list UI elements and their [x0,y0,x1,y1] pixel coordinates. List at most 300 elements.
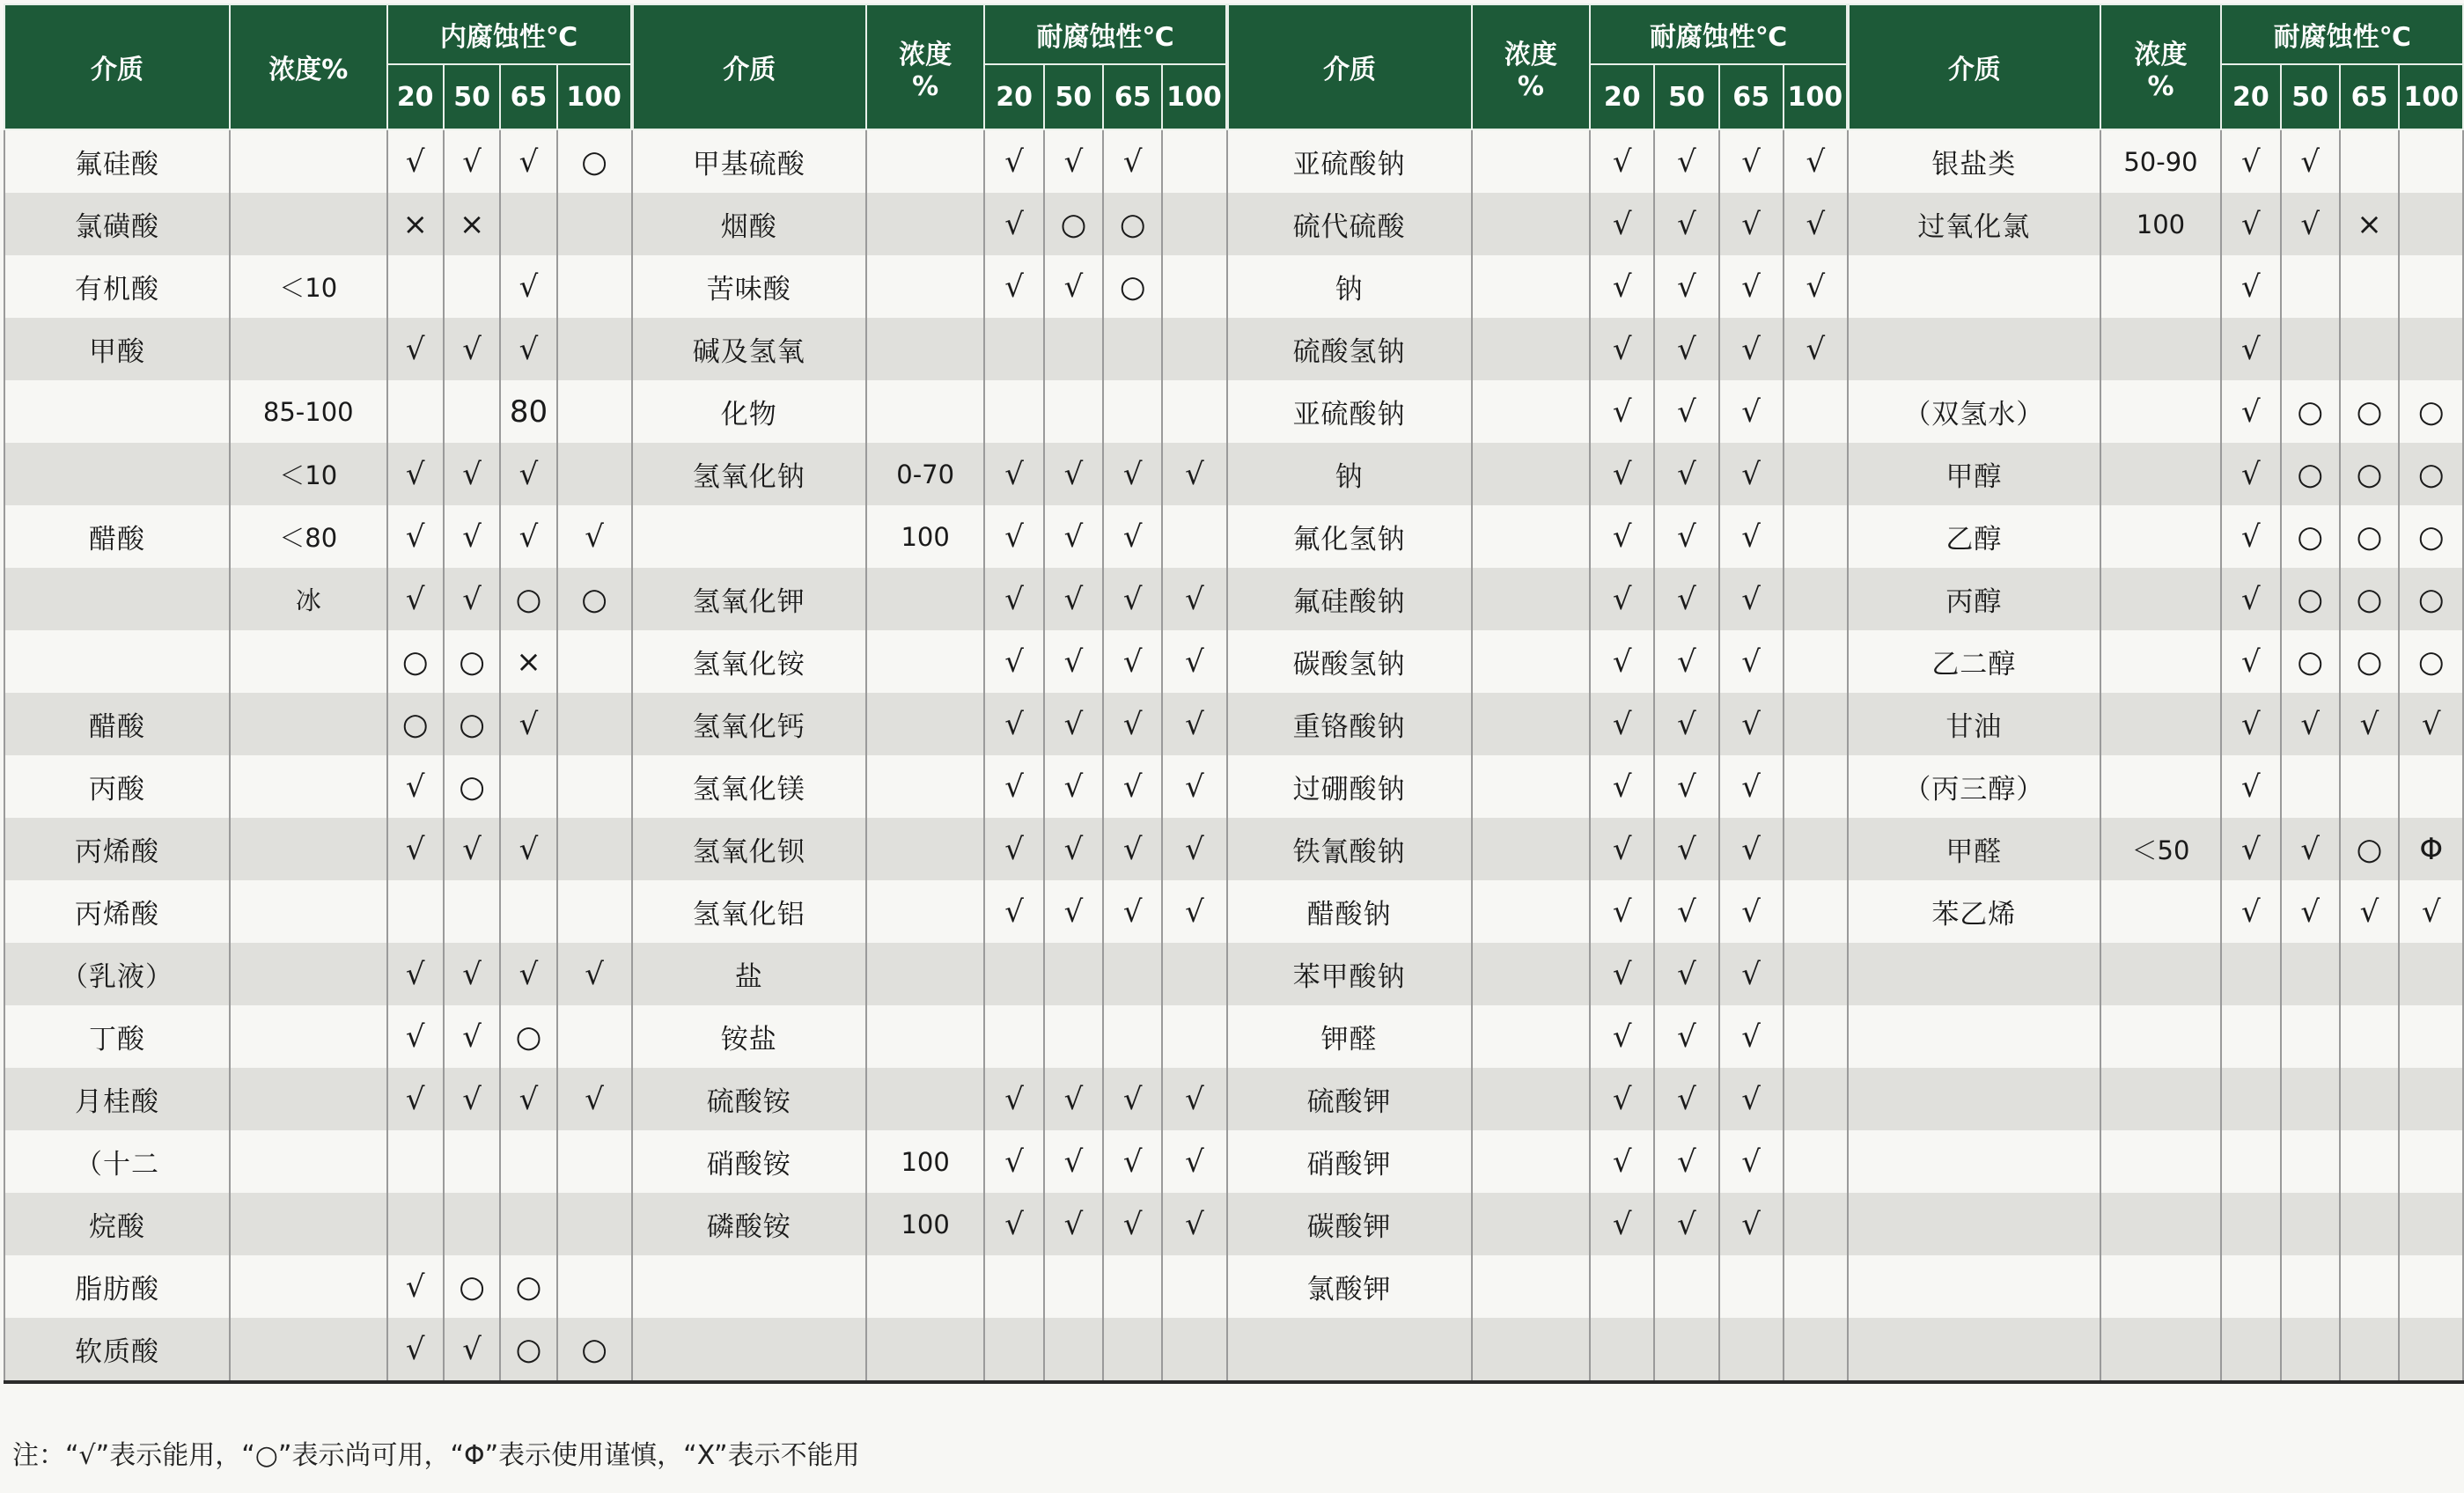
medium-name: 硫酸氢钠 [1227,318,1472,380]
resistance-mark-50: √ [444,318,500,380]
resistance-mark-20: √ [2221,880,2280,943]
concentration-value [230,1005,387,1068]
resistance-mark-65 [2340,1005,2399,1068]
resistance-mark-50: √ [1044,443,1103,505]
concentration-value [230,1318,387,1382]
resistance-mark-65 [1103,1255,1162,1318]
medium-name: 氟化氢钠 [1227,505,1472,568]
resistance-mark-50: √ [1044,568,1103,630]
resistance-mark-20: √ [1590,380,1654,443]
resistance-mark-50: √ [2281,818,2340,880]
resistance-mark-20: × [387,193,444,255]
resistance-mark-50 [1044,380,1103,443]
resistance-mark-50: √ [444,568,500,630]
resistance-mark-50: √ [1654,255,1718,318]
resistance-mark-65: ○ [2340,380,2399,443]
medium-name: 盐 [632,943,866,1005]
resistance-mark-65 [1719,1255,1784,1318]
concentration-value: 冰 [230,568,387,630]
resistance-mark-20 [984,318,1043,380]
resistance-mark-20 [2221,1005,2280,1068]
concentration-value [866,129,985,193]
resistance-mark-100: √ [1784,318,1848,380]
resistance-mark-50: √ [1654,1193,1718,1255]
medium-name [4,380,230,443]
concentration-value [866,255,985,318]
medium-name [4,568,230,630]
resistance-mark-50: √ [444,818,500,880]
concentration-value [866,318,985,380]
resistance-mark-20: √ [984,693,1043,755]
resistance-mark-65: √ [500,1068,556,1130]
resistance-mark-100 [1162,505,1226,568]
concentration-value: 100 [2100,193,2222,255]
resistance-mark-50: √ [1044,1130,1103,1193]
resistance-mark-65: ○ [500,568,556,630]
resistance-mark-100: √ [2399,880,2463,943]
medium-name: 过硼酸钠 [1227,755,1472,818]
resistance-mark-100 [557,380,632,443]
medium-name [1848,1068,2100,1130]
resistance-mark-65 [500,1130,556,1193]
concentration-value [1472,880,1591,943]
medium-name: 乙二醇 [1848,630,2100,693]
resistance-mark-100 [2399,1193,2463,1255]
resistance-mark-100 [2399,1318,2463,1382]
medium-name: 月桂酸 [4,1068,230,1130]
resistance-mark-65: √ [1719,755,1784,818]
table-row [4,1193,2463,1255]
resistance-mark-20: √ [2221,129,2280,193]
concentration-value [2100,1130,2222,1193]
medium-name: 氢氧化铝 [632,880,866,943]
table-row [4,255,2463,318]
resistance-mark-65 [1103,943,1162,1005]
resistance-mark-65: √ [1719,568,1784,630]
resistance-mark-100 [1784,1193,1848,1255]
resistance-mark-50 [2281,1068,2340,1130]
header-medium: 介质 [1227,4,1472,129]
concentration-value: ＜10 [230,443,387,505]
resistance-mark-100 [557,1255,632,1318]
resistance-mark-65: √ [1719,818,1784,880]
resistance-mark-65 [1103,1005,1162,1068]
resistance-mark-50: ○ [444,755,500,818]
resistance-mark-100 [557,255,632,318]
resistance-mark-50: × [444,193,500,255]
medium-name: 甲基硫酸 [632,129,866,193]
resistance-mark-65: √ [500,129,556,193]
table-row [4,193,2463,255]
medium-name: 亚硫酸钠 [1227,129,1472,193]
resistance-mark-50 [444,880,500,943]
resistance-mark-20 [2221,1068,2280,1130]
resistance-mark-50: √ [1654,505,1718,568]
medium-name: 氯酸钾 [1227,1255,1472,1318]
resistance-mark-50: √ [2281,193,2340,255]
resistance-mark-100 [2399,255,2463,318]
legend-note: 注：“√”表示能用，“○”表示尚可用，“Φ”表示使用谨慎，“X”表示不能用 [12,1440,860,1471]
medium-name: 钾醛 [1227,1005,1472,1068]
table-row [4,443,2463,505]
resistance-mark-65: √ [1103,505,1162,568]
medium-name [632,1255,866,1318]
header-temp-100: 100 [2399,64,2463,129]
resistance-mark-50 [1044,318,1103,380]
resistance-mark-100 [2399,193,2463,255]
resistance-mark-65: √ [1719,1005,1784,1068]
header-temp-20: 20 [387,64,444,129]
resistance-mark-50: √ [444,943,500,1005]
concentration-value: 0-70 [866,443,985,505]
resistance-mark-50: √ [1654,129,1718,193]
resistance-mark-65: √ [1103,630,1162,693]
resistance-mark-20: √ [984,129,1043,193]
resistance-mark-50: √ [1654,380,1718,443]
header-medium: 介质 [4,4,230,129]
resistance-mark-50: √ [1654,568,1718,630]
concentration-value [866,1005,985,1068]
concentration-value [1472,1255,1591,1318]
resistance-mark-50 [1654,1255,1718,1318]
resistance-mark-20: √ [1590,1193,1654,1255]
resistance-mark-100: √ [1162,568,1226,630]
resistance-mark-50: √ [2281,880,2340,943]
table-row [4,129,2463,193]
header-concentration: 浓度 % [2100,4,2222,129]
resistance-mark-20: √ [1590,443,1654,505]
resistance-mark-100: √ [1162,693,1226,755]
resistance-mark-100: √ [1784,255,1848,318]
resistance-mark-65: √ [500,443,556,505]
resistance-mark-20 [2221,1318,2280,1382]
resistance-mark-100 [1784,693,1848,755]
resistance-mark-65 [2340,1130,2399,1193]
resistance-mark-65: √ [1719,129,1784,193]
resistance-mark-100 [557,880,632,943]
resistance-mark-50: √ [444,1318,500,1382]
header-temperature-group: 耐腐蚀性℃ [2221,4,2463,64]
table-row [4,693,2463,755]
resistance-mark-20: √ [387,129,444,193]
resistance-mark-65: √ [1103,1130,1162,1193]
resistance-mark-65: √ [1719,693,1784,755]
resistance-mark-20: √ [2221,443,2280,505]
resistance-mark-50 [2281,318,2340,380]
resistance-mark-50: √ [1654,818,1718,880]
resistance-mark-100: ○ [2399,630,2463,693]
resistance-mark-50 [2281,755,2340,818]
resistance-mark-65: √ [1719,943,1784,1005]
header-temperature-group: 内腐蚀性℃ [387,4,632,64]
resistance-mark-100 [1162,129,1226,193]
resistance-mark-65: ○ [500,1255,556,1318]
resistance-mark-20: √ [984,755,1043,818]
resistance-mark-100 [1784,630,1848,693]
medium-name: 氯磺酸 [4,193,230,255]
resistance-mark-100: ○ [2399,568,2463,630]
concentration-value [2100,1068,2222,1130]
resistance-mark-65: √ [1103,1068,1162,1130]
resistance-mark-65: ○ [2340,568,2399,630]
concentration-value [1472,943,1591,1005]
resistance-mark-20: √ [1590,129,1654,193]
concentration-value: 50-90 [2100,129,2222,193]
concentration-value [2100,693,2222,755]
resistance-mark-50 [2281,1193,2340,1255]
resistance-mark-20: √ [1590,1130,1654,1193]
resistance-mark-65: √ [1719,1068,1784,1130]
table-row [4,380,2463,443]
resistance-mark-100 [1162,1318,1226,1382]
resistance-mark-50: √ [1654,1005,1718,1068]
resistance-mark-50 [444,1193,500,1255]
resistance-mark-65: √ [500,943,556,1005]
resistance-mark-100: √ [1784,193,1848,255]
resistance-mark-65 [2340,755,2399,818]
concentration-value: ＜80 [230,505,387,568]
resistance-mark-50: √ [1654,318,1718,380]
resistance-mark-100 [1162,1005,1226,1068]
medium-name: 丙醇 [1848,568,2100,630]
resistance-mark-100: √ [1162,755,1226,818]
concentration-value [866,880,985,943]
resistance-mark-100 [1784,380,1848,443]
medium-name: 烷酸 [4,1193,230,1255]
resistance-mark-20: √ [387,755,444,818]
medium-name: 甲醇 [1848,443,2100,505]
header-medium: 介质 [1848,4,2100,129]
resistance-mark-100: √ [1162,443,1226,505]
medium-name: 硝酸钾 [1227,1130,1472,1193]
header-temp-50: 50 [1654,64,1718,129]
resistance-mark-100 [2399,129,2463,193]
resistance-mark-100 [2399,943,2463,1005]
table-row [4,1318,2463,1382]
resistance-mark-50 [2281,943,2340,1005]
medium-name [1848,1255,2100,1318]
concentration-value [866,693,985,755]
header-temp-65: 65 [2340,64,2399,129]
concentration-value [230,943,387,1005]
concentration-value [1472,255,1591,318]
medium-name: （乳液） [4,943,230,1005]
concentration-value [2100,1005,2222,1068]
resistance-mark-65: √ [1719,880,1784,943]
resistance-mark-65: 80 [500,380,556,443]
concentration-value [2100,380,2222,443]
medium-name [1848,1318,2100,1382]
concentration-value [2100,755,2222,818]
concentration-value [866,755,985,818]
medium-name [632,1318,866,1382]
resistance-mark-20: √ [2221,193,2280,255]
resistance-mark-20: √ [1590,1068,1654,1130]
resistance-mark-20: √ [2221,818,2280,880]
header-temp-20: 20 [2221,64,2280,129]
resistance-mark-20: √ [984,255,1043,318]
resistance-mark-20: ○ [387,693,444,755]
resistance-mark-20 [2221,1130,2280,1193]
resistance-mark-100 [2399,755,2463,818]
resistance-mark-20: √ [1590,755,1654,818]
medium-name: 有机酸 [4,255,230,318]
resistance-mark-65: √ [1103,568,1162,630]
medium-name: 软质酸 [4,1318,230,1382]
resistance-mark-65: × [2340,193,2399,255]
medium-name [4,630,230,693]
medium-name: 亚硫酸钠 [1227,380,1472,443]
resistance-mark-20: √ [984,1068,1043,1130]
resistance-mark-65 [2340,943,2399,1005]
resistance-mark-65 [500,193,556,255]
resistance-mark-100: √ [1162,1130,1226,1193]
medium-name: 丙烯酸 [4,818,230,880]
resistance-mark-20: √ [1590,1005,1654,1068]
resistance-mark-100 [557,193,632,255]
resistance-mark-100: √ [1162,1193,1226,1255]
medium-name: 丙酸 [4,755,230,818]
concentration-value [230,1068,387,1130]
concentration-value [230,1130,387,1193]
resistance-mark-50: √ [1044,129,1103,193]
resistance-mark-100 [2399,1255,2463,1318]
concentration-value [866,568,985,630]
concentration-value [866,193,985,255]
concentration-value [1472,129,1591,193]
resistance-mark-50 [2281,1255,2340,1318]
resistance-mark-65: √ [1103,129,1162,193]
medium-name: 铵盐 [632,1005,866,1068]
header-temp-20: 20 [984,64,1043,129]
concentration-value [1472,1005,1591,1068]
medium-name: 苦味酸 [632,255,866,318]
resistance-mark-65: ○ [2340,443,2399,505]
concentration-value [2100,1255,2222,1318]
resistance-mark-20: √ [1590,505,1654,568]
medium-name: （双氢水） [1848,380,2100,443]
resistance-mark-65 [2340,1193,2399,1255]
resistance-mark-20 [387,380,444,443]
concentration-value [1472,505,1591,568]
resistance-mark-100 [1784,818,1848,880]
resistance-mark-50: √ [2281,693,2340,755]
concentration-value [866,1318,985,1382]
resistance-mark-50: √ [1044,880,1103,943]
resistance-mark-100 [2399,1005,2463,1068]
resistance-mark-65: √ [500,693,556,755]
resistance-mark-65 [2340,1318,2399,1382]
header-temp-65: 65 [500,64,556,129]
resistance-mark-65: ○ [500,1318,556,1382]
concentration-value [2100,943,2222,1005]
medium-name: 氟硅酸钠 [1227,568,1472,630]
resistance-mark-20: √ [2221,380,2280,443]
resistance-mark-50: √ [1654,943,1718,1005]
resistance-mark-50: ○ [2281,505,2340,568]
resistance-mark-20: √ [984,193,1043,255]
resistance-mark-20 [1590,1255,1654,1318]
medium-name: 硫代硫酸 [1227,193,1472,255]
resistance-mark-20 [1590,1318,1654,1382]
resistance-mark-65: √ [2340,693,2399,755]
medium-name [1848,318,2100,380]
resistance-mark-100 [2399,318,2463,380]
resistance-mark-20: ○ [387,630,444,693]
resistance-mark-20 [984,380,1043,443]
resistance-mark-50: √ [444,1068,500,1130]
resistance-mark-100 [1784,443,1848,505]
resistance-mark-100 [1162,1255,1226,1318]
medium-name: 碳酸氢钠 [1227,630,1472,693]
resistance-mark-100 [557,443,632,505]
medium-name: 甘油 [1848,693,2100,755]
concentration-value [1472,630,1591,693]
medium-name: 烟酸 [632,193,866,255]
resistance-mark-50: √ [1654,630,1718,693]
medium-name [1848,1193,2100,1255]
concentration-value [230,630,387,693]
medium-name [1848,255,2100,318]
resistance-mark-20: √ [984,818,1043,880]
resistance-mark-20: √ [2221,693,2280,755]
resistance-mark-20 [387,1193,444,1255]
medium-name: 钠 [1227,255,1472,318]
resistance-mark-20: √ [387,1318,444,1382]
resistance-mark-65 [500,1193,556,1255]
resistance-mark-20: √ [1590,818,1654,880]
resistance-mark-100 [1784,943,1848,1005]
resistance-mark-65 [1103,380,1162,443]
resistance-mark-100 [1784,1130,1848,1193]
header-temperature-group: 耐腐蚀性℃ [984,4,1226,64]
medium-name: 过氧化氯 [1848,193,2100,255]
medium-name: 醋酸 [4,505,230,568]
header-temp-50: 50 [444,64,500,129]
resistance-mark-65: ○ [1103,255,1162,318]
resistance-mark-65 [2340,255,2399,318]
header-temp-65: 65 [1719,64,1784,129]
resistance-mark-50: √ [1654,1068,1718,1130]
header-temp-50: 50 [2281,64,2340,129]
resistance-mark-65: √ [1719,443,1784,505]
resistance-mark-65: √ [1719,1130,1784,1193]
resistance-mark-65: ○ [2340,630,2399,693]
medium-name [1848,1005,2100,1068]
resistance-mark-20: √ [2221,255,2280,318]
medium-name: 氢氧化钠 [632,443,866,505]
resistance-mark-50: √ [1044,255,1103,318]
table-row [4,880,2463,943]
concentration-value: 85-100 [230,380,387,443]
resistance-mark-20: √ [387,443,444,505]
resistance-mark-20: √ [2221,755,2280,818]
resistance-mark-50 [444,255,500,318]
concentration-value [2100,505,2222,568]
resistance-mark-20 [984,1318,1043,1382]
table-row [4,1255,2463,1318]
resistance-mark-50 [2281,1005,2340,1068]
resistance-mark-100: ○ [2399,505,2463,568]
resistance-mark-65: √ [500,318,556,380]
resistance-mark-20: √ [387,318,444,380]
concentration-value [866,380,985,443]
resistance-mark-20: √ [984,1130,1043,1193]
resistance-mark-20 [387,880,444,943]
resistance-mark-100: √ [557,1068,632,1130]
resistance-mark-50 [444,1130,500,1193]
concentration-value [1472,318,1591,380]
